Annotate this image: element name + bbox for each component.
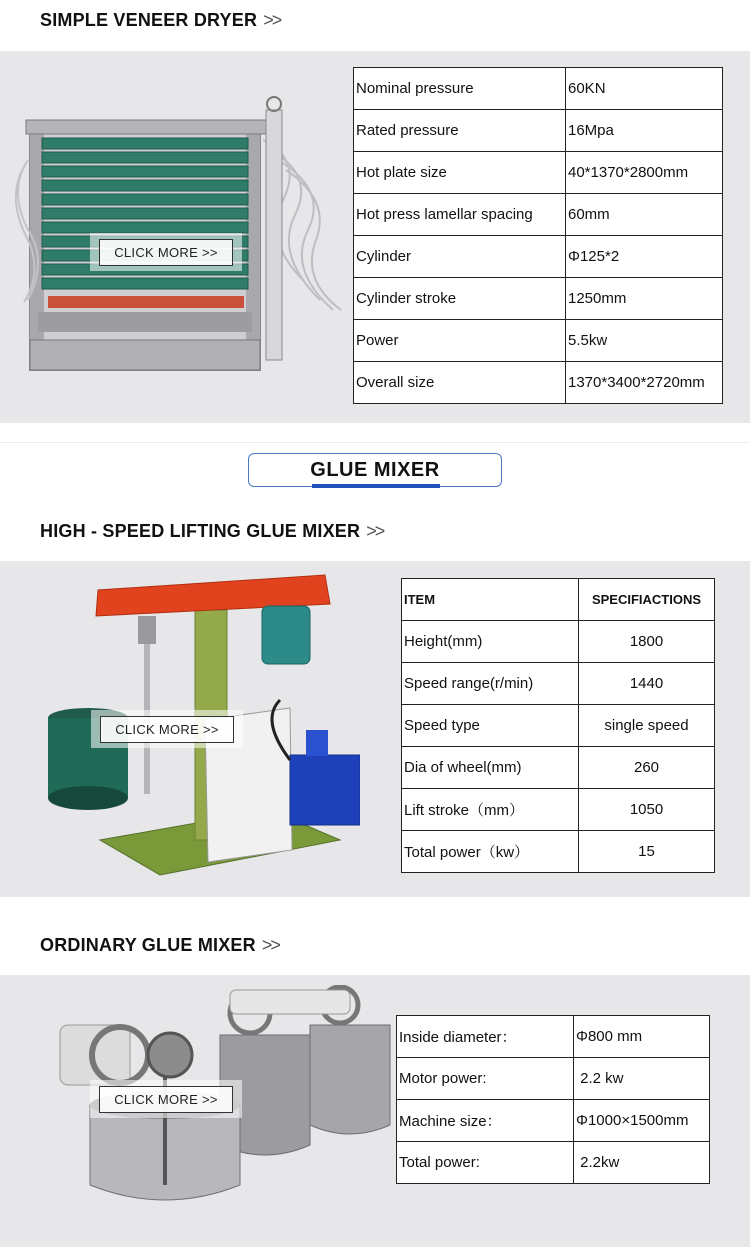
table-row: Motor power: 2.2 kw xyxy=(397,1058,710,1100)
table-row: Overall size 1370*3400*2720mm xyxy=(354,362,723,404)
double-chevron-right-icon: >> xyxy=(366,521,384,541)
veneer-dryer-click-more[interactable] xyxy=(90,233,242,271)
click-more-button[interactable]: CLICK MORE >> xyxy=(99,239,233,266)
lifting-mixer-spec-table xyxy=(401,578,715,873)
table-row: Power 5.5kw xyxy=(354,320,723,362)
table-row: Cylinder stroke 1250mm xyxy=(354,278,723,320)
table-row: Dia of wheel(mm) 260 xyxy=(402,747,715,789)
table-row: Machine size： Φ1000×1500mm xyxy=(397,1100,710,1142)
table-row: Speed type single speed xyxy=(402,705,715,747)
table-header-row: ITEM SPECIFIACTIONS xyxy=(402,579,715,621)
table-row: Height(mm) 1800 xyxy=(402,621,715,663)
veneer-dryer-spec-table xyxy=(353,67,723,404)
table-row: Inside diameter： Φ800 mm xyxy=(397,1016,710,1058)
category-title-glue-mixer: GLUE MIXER xyxy=(248,453,502,487)
double-chevron-right-icon: >> xyxy=(263,10,281,30)
table-row: Total power（kw） 15 xyxy=(402,831,715,873)
table-row: Hot plate size 40*1370*2800mm xyxy=(354,152,723,194)
table-row: Speed range(r/min) 1440 xyxy=(402,663,715,705)
section-title-ordinary-glue-mixer: ORDINARY GLUE MIXER >> xyxy=(40,935,279,955)
ordinary-mixer-spec-table xyxy=(396,1015,710,1184)
table-row: Nominal pressure 60KN xyxy=(354,68,723,110)
click-more-button[interactable]: CLICK MORE >> xyxy=(100,716,234,743)
section-title-veneer-dryer: SIMPLE VENEER DRYER >> xyxy=(40,10,281,30)
table-row: Total power: 2.2kw xyxy=(397,1142,710,1184)
table-row: Rated pressure 16Mpa xyxy=(354,110,723,152)
table-row: Hot press lamellar spacing 60mm xyxy=(354,194,723,236)
table-row: Lift stroke（mm） 1050 xyxy=(402,789,715,831)
table-row: Cylinder Φ125*2 xyxy=(354,236,723,278)
divider xyxy=(0,442,750,443)
double-chevron-right-icon: >> xyxy=(261,935,279,955)
lifting-mixer-click-more[interactable] xyxy=(91,710,243,748)
category-underline xyxy=(312,484,440,488)
click-more-button[interactable]: CLICK MORE >> xyxy=(99,1086,233,1113)
section-title-lifting-glue-mixer: HIGH - SPEED LIFTING GLUE MIXER >> xyxy=(40,521,384,541)
ordinary-mixer-click-more[interactable] xyxy=(90,1080,242,1118)
